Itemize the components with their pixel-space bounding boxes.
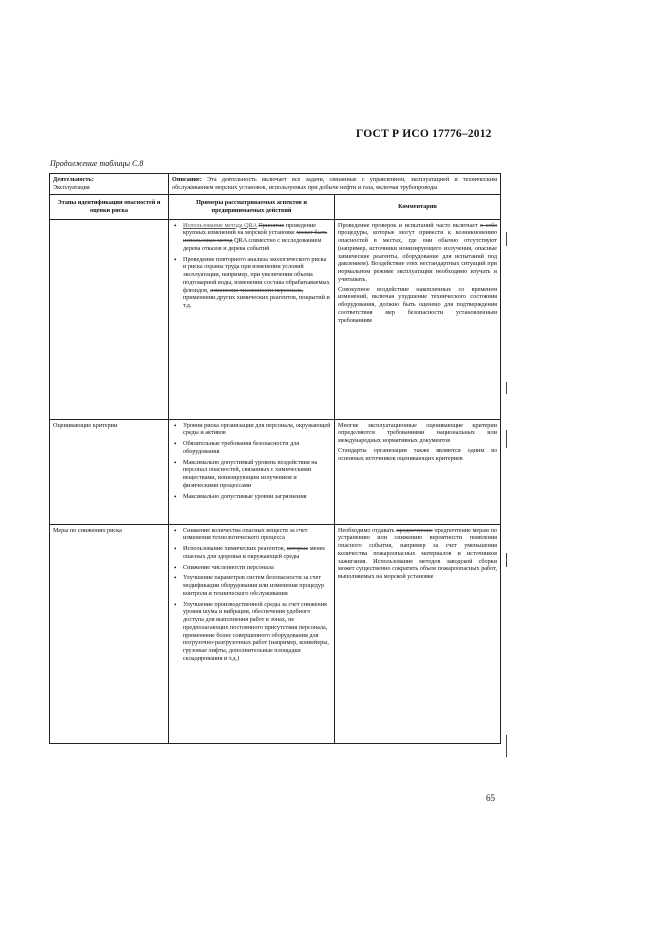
- list-item: • Снижение численности персонала: [183, 564, 331, 572]
- comment-text: Проведение проверок и испытаний часто включает: [338, 221, 478, 229]
- header-examples: Примеры рассматриваемых аспектов и предпринимаемых действий: [169, 194, 335, 219]
- comment-text: Совокупное воздействие накопленных со временем изменений, включая ухудшение технического состояния оборудования, должно быть оценено для подтверждения соответствия мер безопасности установленным требованиям: [338, 285, 497, 324]
- comment-text: Необходимо отдавать: [338, 526, 395, 534]
- struck-text: предпочтение: [396, 526, 433, 534]
- item-text: проведение крупных изменений на морской установке: [183, 221, 317, 237]
- comment-paragraph: [338, 222, 497, 284]
- stage-cell: Оценивающие критерии: [50, 419, 169, 524]
- comment-text: процедуры, которые могут привести к возникновению опасностей в местах, где они обычно отсутствуют (например, источники ионизирующего излучения, опасные химические реагенты, оборудование для испытаний под давлением). Воздействие этих нестандартных ситуаций при нормальном режиме эксплуатации необходимо изучать и учитывать.: [338, 229, 497, 283]
- continuation-label: Продолжение таблицы С.8: [50, 159, 144, 168]
- table-row: [50, 524, 501, 743]
- description-text: Эта деятельность включает все задачи, связанные с управлением, эксплуатацией и техническим обслуживанием морских установок, используемых при добыче нефти и газа, включая трубопроводы: [172, 176, 497, 191]
- comments-cell: [335, 419, 501, 524]
- examples-cell: [169, 419, 335, 524]
- list-item: • Улучшение производственной среды за счет снижения уровня шума и вибрации, обеспечения удобного доступа для выполнения работ в зонах, не предполагающих постоянного присутствия персонала, применение более совершенного оборудования для погрузочно-разгрузочных работ (например, конвейеры, грузовые лифты, дополнительные площадки складирования и т.д.): [183, 601, 331, 663]
- intro-row: [50, 174, 501, 195]
- examples-cell: [169, 219, 335, 419]
- stage-cell: Меры по снижению риска: [50, 524, 169, 743]
- change-bar: [506, 382, 507, 394]
- table-row: [50, 219, 501, 419]
- item-text: менее опасных для здоровья и окружающей среды: [183, 545, 326, 560]
- comment-paragraph: [338, 527, 497, 581]
- item-text: применении других химических реагентов, покрытий и т.д.: [183, 294, 330, 309]
- struck-text: в себя: [480, 221, 498, 229]
- comment-paragraph: [338, 286, 497, 325]
- list-item: • Уровни риска организации для персонала, окружающей среды и активов: [183, 422, 331, 438]
- change-bar: [506, 430, 507, 448]
- struck-text: которые: [286, 545, 309, 552]
- struck-text: может быть использован метод: [183, 229, 328, 244]
- list-item: • Максимально допустимый уровень воздействия на персонал опасностей, связанных с химическими веществами, ионизирующим излучением и физическими процессами: [183, 459, 331, 490]
- change-bar: [506, 735, 507, 757]
- list-item: [183, 545, 331, 561]
- list-item: • Снижение количества опасных веществ за счет изменения технологического процесса: [183, 527, 331, 543]
- list-item: [183, 222, 331, 253]
- item-text: Использование химических реагентов,: [183, 545, 286, 552]
- table-c8: [49, 173, 501, 744]
- description-cell: [169, 174, 501, 195]
- list-item: • Улучшение параметров систем безопасности за счет модификации оборудования или изменения процедур контроля и технического обслуживания: [183, 574, 331, 597]
- change-bar: [506, 232, 507, 246]
- stage-cell: [50, 219, 169, 419]
- header-comments: Комментарии: [335, 194, 501, 219]
- comments-cell: [335, 219, 501, 419]
- comment-text: предпочтение мерам по устранению или снижению вероятности появления опасного события, например за счет уменьшения количества пожароопасных материалов и источников зажигания. Использование методов заводской сборки может существенно сократить объем пожароопасных работ, выполняемых на морской установке: [338, 526, 498, 580]
- comment-paragraph: Многие эксплуатационные оценивающие критерии определяются требованиями национальных или международных нормативных документов: [338, 421, 497, 444]
- struck-text: Принятие: [258, 221, 285, 229]
- header-stage: Этапы идентификации опасностей и оценки риска: [50, 194, 169, 219]
- standard-header: ГОСТ Р ИСО 17776–2012: [356, 128, 492, 140]
- activity-cell: [50, 174, 169, 195]
- examples-cell: [169, 524, 335, 743]
- description-label: Описание:: [172, 176, 202, 183]
- list-item: • Максимально допустимые уровни загрязнения: [183, 493, 331, 501]
- item-text: Проведение повторного анализа экологического риска и риска охраны труда при изменении условий эксплуатации, например, при увеличении объема подтоварной воды, изменении состава обрабатываемых флюидов,: [183, 255, 330, 294]
- item-text: QRA совместно с исследованием дерева отказов и дерева событий: [183, 237, 322, 252]
- header-row: [50, 194, 501, 219]
- struck-text: изменения численности персонала,: [210, 286, 304, 294]
- page-number: 65: [486, 793, 495, 803]
- list-item: • Обязательные требования безопасности для оборудования: [183, 440, 331, 456]
- comment-paragraph: Стандарты организации также являются одним из основных источников оценивающих критериев: [338, 446, 497, 462]
- activity-value: Эксплуатация: [53, 183, 90, 191]
- table-row: [50, 419, 501, 524]
- change-bar: [506, 553, 507, 567]
- list-item: [183, 256, 331, 310]
- comments-cell: [335, 524, 501, 743]
- activity-label: Деятельность:: [53, 176, 94, 183]
- struck-text: Использование метода QRA: [183, 221, 257, 229]
